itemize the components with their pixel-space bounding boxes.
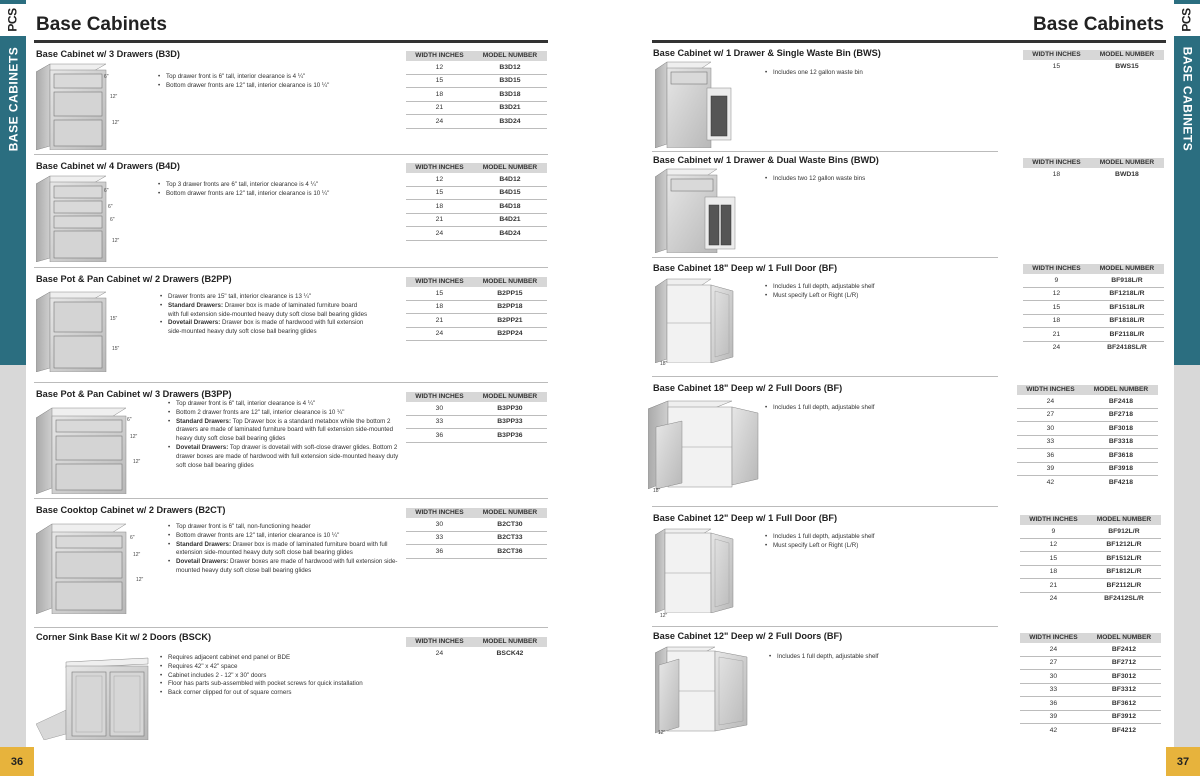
- bullet-item: • Includes 1 full depth, adjustable shelf: [773, 533, 973, 542]
- table-row: [406, 545, 547, 559]
- bullet-item: • Top 3 drawer fronts are 6" tall, interior clearance is 4 ¼": [166, 181, 396, 190]
- table-row: [1023, 287, 1164, 301]
- section-title: Base Cabinet 12" Deep w/ 1 Full Door (BF): [653, 513, 838, 523]
- table-row: [1023, 301, 1164, 315]
- width-cell: 36: [406, 545, 473, 559]
- width-cell: 36: [1017, 449, 1084, 463]
- table-row: [1020, 683, 1161, 697]
- table-row: [1020, 525, 1161, 538]
- bullet-item: • Top drawer front is 6" tall, non-functioning header: [176, 523, 402, 532]
- page-title-right: Base Cabinets: [1033, 14, 1164, 35]
- width-cell: 12: [1023, 287, 1090, 301]
- spec-table-b2ct: [406, 508, 547, 559]
- model-cell: BF3318: [1084, 435, 1158, 449]
- section-title: Base Pot & Pan Cabinet w/ 2 Drawers (B2PP): [36, 274, 232, 284]
- section-title: Base Cabinet w/ 3 Drawers (B3D): [36, 49, 180, 59]
- table-row: [1017, 395, 1158, 408]
- col-header-model: MODEL NUMBER: [1090, 50, 1164, 60]
- width-cell: 24: [1049, 595, 1058, 603]
- section-bullets: [763, 69, 973, 78]
- width-cell: 15: [406, 186, 473, 200]
- page-number-left: 36: [0, 747, 34, 776]
- dimension-label: 18": [660, 361, 668, 367]
- title-rule-left: [34, 40, 548, 43]
- table-row: [406, 200, 547, 214]
- dimension-label: 12": [130, 434, 138, 440]
- width-cell: 39: [1017, 462, 1084, 476]
- width-cell: 24: [1020, 643, 1087, 656]
- spec-table-bf12-2door: [1020, 633, 1161, 737]
- table-row: [1017, 449, 1158, 463]
- table-row: [1023, 60, 1164, 73]
- side-section-label: BASE CABINETS: [6, 46, 21, 152]
- table-row: [1023, 314, 1164, 328]
- bullet-item: • Floor has parts sub-assembled with pocket screws for quick installation: [168, 680, 398, 689]
- dimension-label: 18": [653, 488, 661, 494]
- model-cell: BF1512L/R: [1087, 552, 1161, 566]
- bullet-item: • Bottom drawer fronts are 12" tall, interior clearance is 10 ¼": [166, 82, 396, 91]
- section-bullets: [166, 400, 402, 470]
- model-cell: BF2412SL/R: [1104, 595, 1144, 603]
- model-cell: B4D18: [473, 200, 547, 214]
- bullet-item: • Standard Drawers: Drawer box is made of laminated furniture board with full extension side-mounted heavy duty soft close ball bearing glides: [176, 541, 402, 559]
- table-row: [406, 61, 547, 74]
- table-row: [406, 74, 547, 88]
- table-row: [406, 314, 547, 328]
- width-cell: 24: [1017, 395, 1084, 408]
- width-cell: 33: [406, 415, 473, 429]
- section-title: Base Pot & Pan Cabinet w/ 3 Drawers (B3PP): [36, 389, 232, 399]
- width-cell: 30: [406, 518, 473, 531]
- width-cell: 18: [406, 300, 473, 314]
- model-cell: B4D21: [473, 213, 547, 227]
- table-row: [1020, 643, 1161, 656]
- col-header-width: WIDTH INCHES: [1023, 158, 1090, 168]
- dimension-label: 12": [133, 552, 141, 558]
- bullet-item: • Cabinet includes 2 - 12" x 30" doors: [168, 672, 398, 681]
- width-cell: 33: [1020, 683, 1087, 697]
- page-number-right: 37: [1166, 747, 1200, 776]
- cabinet-b3d-image: [36, 62, 108, 150]
- model-cell: B2CT30: [473, 518, 547, 531]
- section-bullets: [166, 523, 402, 576]
- model-cell: BF3618: [1084, 449, 1158, 463]
- table-row: [1017, 476, 1158, 489]
- width-cell: 24: [406, 327, 473, 341]
- bullet-item: • Back corner clipped for out of square corners: [168, 689, 398, 698]
- model-cell: B4D24: [473, 227, 547, 241]
- width-cell: 21: [406, 314, 473, 328]
- model-cell: B4D12: [473, 173, 547, 186]
- section-divider: [34, 382, 548, 383]
- table-row: [406, 647, 547, 660]
- col-header-model: MODEL NUMBER: [473, 637, 547, 647]
- table-row: [1020, 592, 1161, 605]
- width-cell: 36: [406, 429, 473, 443]
- dimension-label: 6": [127, 417, 132, 423]
- model-cell: BF3312: [1087, 683, 1161, 697]
- width-cell: 30: [1017, 422, 1084, 436]
- spec-table-bf18-2door: [1017, 385, 1158, 489]
- width-cell: 12: [406, 61, 473, 74]
- width-cell: 15: [1023, 301, 1090, 315]
- section-divider: [652, 151, 998, 152]
- width-cell: 21: [406, 213, 473, 227]
- title-rule-right: [652, 40, 1166, 43]
- model-cell: B3PP36: [473, 429, 547, 443]
- table-row: [406, 402, 547, 415]
- table-row: [406, 300, 547, 314]
- model-cell: BF1818L/R: [1090, 314, 1164, 328]
- table-row: [1020, 710, 1161, 724]
- table-row: [406, 213, 547, 227]
- width-cell: 12: [406, 173, 473, 186]
- col-header-model: MODEL NUMBER: [473, 277, 547, 287]
- width-cell: 12: [1020, 538, 1087, 552]
- bullet-item: • Dovetail Drawers: Drawer boxes are made of hardwood with full extension side-mounted heavy duty soft close ball bearing glides: [176, 558, 402, 576]
- table-row: [1023, 328, 1164, 342]
- model-cell: BF912L/R: [1087, 525, 1161, 538]
- model-cell: BF2418: [1084, 395, 1158, 408]
- bullet-item: • Bottom drawer fronts are 12" tall, interior clearance is 10 ¼": [176, 532, 402, 541]
- model-cell: BF2112L/R: [1087, 579, 1161, 593]
- model-cell: BF1812L/R: [1087, 565, 1161, 579]
- model-cell: BF4212: [1111, 726, 1137, 734]
- width-cell: 15: [1052, 62, 1061, 70]
- width-cell: 24: [435, 649, 444, 657]
- col-header-width: WIDTH INCHES: [406, 277, 473, 287]
- model-cell: BF3912: [1087, 710, 1161, 724]
- col-header-model: MODEL NUMBER: [1087, 515, 1161, 525]
- spec-table-b2pp: [406, 277, 547, 341]
- dimension-label: 6": [130, 535, 135, 541]
- width-cell: 18: [406, 200, 473, 214]
- dimension-label: 12": [112, 120, 120, 126]
- width-cell: 42: [1046, 478, 1055, 486]
- side-strip-gray: [1174, 365, 1200, 747]
- cabinet-bf12-1door-image: [655, 527, 737, 613]
- table-row: [1020, 670, 1161, 684]
- width-cell: 30: [406, 402, 473, 415]
- width-cell: 18: [1020, 565, 1087, 579]
- spec-table-bsck: [406, 637, 547, 660]
- model-cell: BF2118L/R: [1090, 328, 1164, 342]
- width-cell: 24: [406, 227, 473, 241]
- table-row: [406, 415, 547, 429]
- dimension-label: 12": [136, 577, 144, 583]
- cabinet-bf18-2door-image: [648, 397, 764, 489]
- cabinet-b2ct-image: [36, 522, 128, 614]
- dimension-label: 6": [104, 188, 109, 194]
- width-cell: 9: [1023, 274, 1090, 287]
- dimension-label: 12": [658, 730, 666, 736]
- model-cell: BF3018: [1084, 422, 1158, 436]
- bullet-item: • Includes two 12 gallon waste bins: [773, 175, 973, 184]
- spec-table-bws: [1023, 50, 1164, 73]
- model-cell: B2PP24: [473, 327, 547, 341]
- model-cell: BF2718: [1084, 408, 1158, 422]
- col-header-model: MODEL NUMBER: [473, 51, 547, 61]
- brand-logo: PCS: [1174, 4, 1200, 36]
- page-title-left: Base Cabinets: [36, 14, 167, 35]
- width-cell: 21: [1023, 328, 1090, 342]
- col-header-model: MODEL NUMBER: [1090, 264, 1164, 274]
- section-title: Base Cabinet 12" Deep w/ 2 Full Doors (BF): [653, 631, 843, 641]
- bullet-item: • Dovetail Drawers: Drawer box is made of hardwood with full extension side-mounted heavy duty soft close ball bearing glides: [168, 319, 368, 337]
- width-cell: 21: [1020, 579, 1087, 593]
- bullet-item: • Includes 1 full depth, adjustable shelf: [777, 653, 977, 662]
- section-divider: [652, 506, 998, 507]
- col-header-model: MODEL NUMBER: [473, 508, 547, 518]
- spec-table-bwd: [1023, 158, 1164, 181]
- width-cell: 15: [406, 287, 473, 300]
- table-row: [1017, 462, 1158, 476]
- table-row: [406, 227, 547, 241]
- width-cell: 27: [1017, 408, 1084, 422]
- brand-logo: PCS: [0, 4, 26, 36]
- bullet-item: • Drawer fronts are 15" tall, interior clearance is 13 ¼": [168, 293, 368, 302]
- table-row: [1023, 274, 1164, 287]
- col-header-model: MODEL NUMBER: [1087, 633, 1161, 643]
- col-header-model: MODEL NUMBER: [1084, 385, 1158, 395]
- table-row: [406, 429, 547, 443]
- model-cell: BF1212L/R: [1087, 538, 1161, 552]
- col-header-width: WIDTH INCHES: [406, 163, 473, 173]
- table-row: [406, 518, 547, 531]
- section-bullets: [763, 175, 973, 184]
- section-divider: [652, 257, 998, 258]
- col-header-width: WIDTH INCHES: [1023, 50, 1090, 60]
- table-row: [1023, 341, 1164, 354]
- table-row: [1017, 422, 1158, 436]
- width-cell: 30: [1020, 670, 1087, 684]
- col-header-model: MODEL NUMBER: [473, 392, 547, 402]
- model-cell: BF3612: [1087, 697, 1161, 711]
- bullet-item: • Bottom 2 drawer fronts are 12" tall, interior clearance is 10 ¼": [176, 409, 402, 418]
- model-cell: BF2418SL/R: [1107, 344, 1147, 352]
- bullet-item: • Standard Drawers: Top Drawer box is a standard metabox while the bottom 2 drawers are made of laminated furniture board with full extension side-mounted heavy duty soft close ball bearing glides: [176, 418, 402, 444]
- col-header-model: MODEL NUMBER: [1090, 158, 1164, 168]
- width-cell: 42: [1049, 726, 1058, 734]
- model-cell: BF918L/R: [1090, 274, 1164, 287]
- right-side-strip: [1174, 0, 1200, 776]
- dimension-label: 12": [110, 94, 118, 100]
- bullet-item: • Requires 42" x 42" space: [168, 663, 398, 672]
- side-section-label: BASE CABINETS: [1180, 46, 1195, 152]
- spec-table-bf12-1door: [1020, 515, 1161, 605]
- col-header-width: WIDTH INCHES: [406, 392, 473, 402]
- model-cell: B3D24: [473, 115, 547, 129]
- model-cell: BF1518L/R: [1090, 301, 1164, 315]
- model-cell: BWD18: [1115, 170, 1139, 178]
- section-title: Base Cabinet w/ 1 Drawer & Dual Waste Bins (BWD): [653, 155, 879, 165]
- table-row: [406, 186, 547, 200]
- model-cell: B3D21: [473, 101, 547, 115]
- width-cell: 36: [1020, 697, 1087, 711]
- bullet-item: • Bottom drawer fronts are 12" tall, interior clearance is 10 ¼": [166, 190, 396, 199]
- model-cell: BSCK42: [496, 649, 524, 657]
- model-cell: BF2412: [1087, 643, 1161, 656]
- spec-table-bf18-1door: [1023, 264, 1164, 354]
- table-row: [1017, 435, 1158, 449]
- bullet-item: • Standard Drawers: Drawer box is made of laminated furniture board with full extension side-mounted heavy duty soft close ball bearing glides: [168, 302, 368, 320]
- bullet-item: • Must specify Left or Right (L/R): [773, 292, 973, 301]
- section-bullets: [156, 181, 396, 199]
- col-header-width: WIDTH INCHES: [406, 51, 473, 61]
- dimension-label: 6": [110, 217, 115, 223]
- dimension-label: 12": [133, 459, 141, 465]
- table-row: [406, 327, 547, 341]
- model-cell: B3PP33: [473, 415, 547, 429]
- section-bullets: [767, 653, 977, 662]
- table-row: [1020, 552, 1161, 566]
- model-cell: B3D15: [473, 74, 547, 88]
- cabinet-bws-image: [655, 60, 735, 148]
- table-row: [406, 101, 547, 115]
- table-row: [1020, 656, 1161, 670]
- col-header-width: WIDTH INCHES: [1020, 633, 1087, 643]
- table-row: [1017, 408, 1158, 422]
- cabinet-bwd-image: [655, 167, 739, 253]
- spec-table-b3d: [406, 51, 547, 129]
- table-row: [406, 173, 547, 186]
- table-row: [1020, 724, 1161, 737]
- section-bullets: [156, 73, 396, 91]
- section-title: Base Cabinet w/ 1 Drawer & Single Waste Bin (BWS): [653, 48, 881, 58]
- model-cell: BF3918: [1084, 462, 1158, 476]
- side-strip-gray: [0, 365, 26, 747]
- cabinet-b3pp-image: [36, 406, 128, 494]
- width-cell: 24: [406, 115, 473, 129]
- width-cell: 18: [1023, 314, 1090, 328]
- model-cell: B4D15: [473, 186, 547, 200]
- cabinet-bf12-2door-image: [655, 645, 753, 735]
- model-cell: B2PP21: [473, 314, 547, 328]
- section-divider: [652, 376, 998, 377]
- bullet-item: • Includes 1 full depth, adjustable shelf: [773, 283, 973, 292]
- dimension-label: 12": [660, 613, 668, 619]
- section-title: Base Cabinet w/ 4 Drawers (B4D): [36, 161, 180, 171]
- left-side-strip: [0, 0, 26, 776]
- dimension-label: 12": [112, 238, 120, 244]
- dimension-label: 6": [108, 204, 113, 210]
- table-row: [406, 115, 547, 129]
- dimension-label: 6": [104, 74, 109, 80]
- dimension-label: 15": [110, 316, 118, 322]
- col-header-model: MODEL NUMBER: [473, 163, 547, 173]
- model-cell: BF2712: [1087, 656, 1161, 670]
- cabinet-bsck-image: [36, 654, 152, 740]
- cabinet-b2pp-image: [36, 290, 108, 372]
- section-title: Base Cooktop Cabinet w/ 2 Drawers (B2CT): [36, 505, 226, 515]
- col-header-width: WIDTH INCHES: [406, 637, 473, 647]
- bullet-item: • Dovetail Drawers: Top drawer is dovetail with soft-close drawer glides. Bottom 2 drawer boxes are made of hardwood with full extension side-mounted heavy duty soft close ball bearing glides: [176, 444, 402, 470]
- model-cell: BWS15: [1115, 62, 1139, 70]
- bullet-item: • Top drawer front is 6" tall, interior clearance is 4 ¼": [166, 73, 396, 82]
- width-cell: 9: [1020, 525, 1087, 538]
- table-row: [1020, 697, 1161, 711]
- table-row: [406, 287, 547, 300]
- table-row: [1020, 579, 1161, 593]
- width-cell: 24: [1052, 344, 1061, 352]
- col-header-width: WIDTH INCHES: [406, 508, 473, 518]
- section-bullets: [763, 283, 973, 301]
- spec-table-b3pp: [406, 392, 547, 443]
- col-header-width: WIDTH INCHES: [1023, 264, 1090, 274]
- model-cell: BF3012: [1087, 670, 1161, 684]
- section-divider: [652, 626, 998, 627]
- model-cell: B2CT36: [473, 545, 547, 559]
- table-row: [406, 88, 547, 102]
- section-title: Base Cabinet 18" Deep w/ 1 Full Door (BF): [653, 263, 838, 273]
- width-cell: 39: [1020, 710, 1087, 724]
- model-cell: B3PP30: [473, 402, 547, 415]
- bullet-item: • Requires adjacent cabinet end panel or BDE: [168, 654, 398, 663]
- width-cell: 33: [1017, 435, 1084, 449]
- model-cell: B3D12: [473, 61, 547, 74]
- width-cell: 18: [406, 88, 473, 102]
- bullet-item: • Includes one 12 gallon waste bin: [773, 69, 973, 78]
- section-bullets: [763, 533, 973, 551]
- model-cell: BF1218L/R: [1090, 287, 1164, 301]
- section-bullets: [158, 654, 398, 698]
- spec-table-b4d: [406, 163, 547, 241]
- section-divider: [34, 154, 548, 155]
- bullet-item: • Includes 1 full depth, adjustable shelf: [773, 404, 973, 413]
- width-cell: 15: [1020, 552, 1087, 566]
- section-divider: [34, 498, 548, 499]
- model-cell: B3D18: [473, 88, 547, 102]
- section-divider: [34, 267, 548, 268]
- width-cell: 18: [1052, 170, 1061, 178]
- width-cell: 15: [406, 74, 473, 88]
- width-cell: 27: [1020, 656, 1087, 670]
- section-title: Corner Sink Base Kit w/ 2 Doors (BSCK): [36, 632, 212, 642]
- model-cell: B2PP18: [473, 300, 547, 314]
- section-bullets: [763, 404, 973, 413]
- table-row: [1020, 538, 1161, 552]
- table-row: [406, 531, 547, 545]
- bullet-item: • Top drawer front is 6" tall, interior clearance is 4 ¼": [176, 400, 402, 409]
- section-title: Base Cabinet 18" Deep w/ 2 Full Doors (BF): [653, 383, 843, 393]
- cabinet-bf18-1door-image: [655, 277, 737, 363]
- table-row: [1023, 168, 1164, 181]
- model-cell: BF4218: [1108, 478, 1134, 486]
- width-cell: 33: [406, 531, 473, 545]
- table-row: [1020, 565, 1161, 579]
- col-header-width: WIDTH INCHES: [1017, 385, 1084, 395]
- width-cell: 21: [406, 101, 473, 115]
- dimension-label: 15": [112, 346, 120, 352]
- cabinet-b4d-image: [36, 174, 108, 262]
- bullet-item: • Must specify Left or Right (L/R): [773, 542, 973, 551]
- model-cell: B2PP15: [473, 287, 547, 300]
- section-divider: [34, 627, 548, 628]
- section-bullets: [158, 293, 368, 337]
- col-header-width: WIDTH INCHES: [1020, 515, 1087, 525]
- model-cell: B2CT33: [473, 531, 547, 545]
